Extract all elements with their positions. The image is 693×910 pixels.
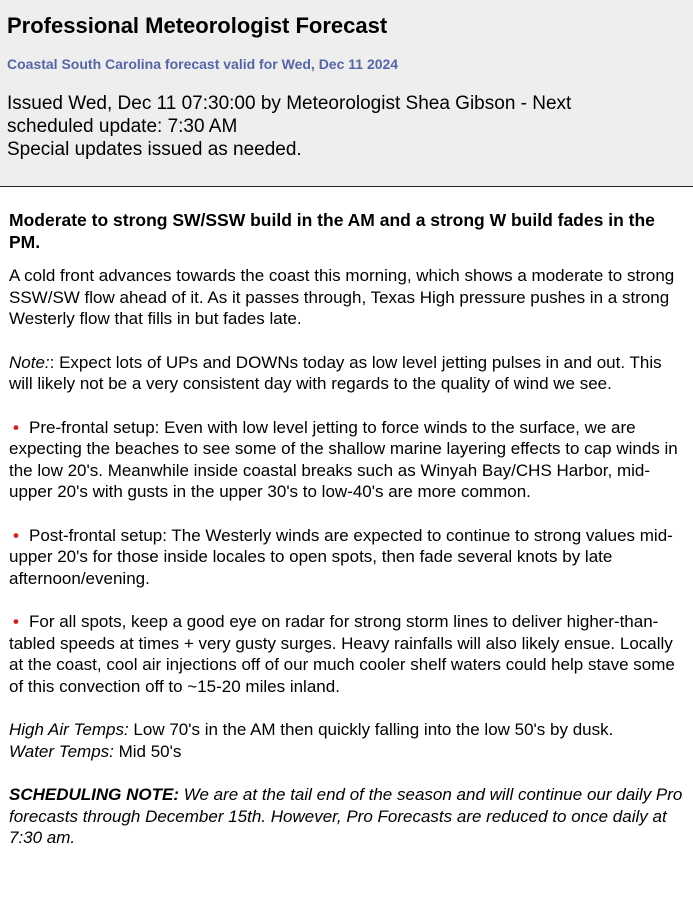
water-temps-label: Water Temps: <box>9 741 114 761</box>
forecast-header <box>0 0 693 187</box>
special-updates-line: Special updates issued as needed. <box>7 139 302 160</box>
bullet-item <box>9 417 683 503</box>
air-temps <box>9 719 683 741</box>
water-temps-value: Mid 50's <box>113 741 182 761</box>
bullet-item <box>9 611 683 697</box>
forecast-headline: Moderate to strong SW/SSW build in the AM and a strong W build fades in the PM. <box>9 210 655 252</box>
issued-line: Issued Wed, Dec 11 07:30:00 by Meteorologist Shea Gibson - Next scheduled update: 7:30 AM <box>7 93 572 137</box>
forecast-intro: A cold front advances towards the coast this morning, which shows a moderate to strong SSW/SW flow ahead of it. As it passes through, Texas High pressure pushes in a strong Westerly flow that fills in but fades late. <box>9 266 675 328</box>
forecast-body <box>9 209 683 871</box>
bullet-text: Pre-frontal setup: Even with low level jetting to force winds to the surface, we are expecting the beaches to see some of the shallow marine layering effects to cap winds in the low 20's. Meanwhile inside coastal breaks such as Winyah Bay/CHS Harbor, mid-upper 20's with gusts in the upper 30's to low-40's are more common. <box>9 417 678 501</box>
scheduling-note-text: We are at the tail end of the season and will continue our daily Pro forecasts through December 15th. However, Pro Forecasts are reduced to once daily at 7:30 am. <box>9 785 683 847</box>
forecast-validity-subtitle: Coastal South Carolina forecast valid for Wed, Dec 11 2024 <box>7 56 399 72</box>
bullet-icon: • <box>13 612 19 631</box>
air-temps-label: High Air Temps: <box>9 720 129 739</box>
page-title: Professional Meteorologist Forecast <box>7 13 388 38</box>
note-label: Note: <box>9 352 50 372</box>
water-temps <box>9 741 683 763</box>
scheduling-note-label: SCHEDULING NOTE: <box>9 785 179 804</box>
note-text: : Expect lots of UPs and DOWNs today as low level jetting pulses in and out. This will likely not be a very consistent day with regards to the quality of wind we see. <box>9 352 662 393</box>
bullet-icon: • <box>13 417 19 437</box>
scheduling-note <box>9 784 683 849</box>
air-temps-value: Low 70's in the AM then quickly falling into the low 50's by dusk. <box>128 720 614 739</box>
bullet-text: For all spots, keep a good eye on radar for strong storm lines to deliver higher-than-tabled speeds at times + very gusty surges. Heavy rainfalls will also likely ensue. Locally at the coast, cool air injections off of our much cooler shelf waters could help stave some of this convection off to ~15-20 miles inland. <box>9 612 675 696</box>
bullet-item <box>9 525 683 590</box>
bullet-text: Post-frontal setup: The Westerly winds are expected to continue to strong values mid-upper 20's for those inside locales to open spots, then fade several knots by late afternoon/evening. <box>9 525 673 588</box>
forecast-note <box>9 352 683 395</box>
temperatures <box>9 719 683 762</box>
bullet-icon: • <box>13 525 19 545</box>
issued-info <box>7 92 647 161</box>
